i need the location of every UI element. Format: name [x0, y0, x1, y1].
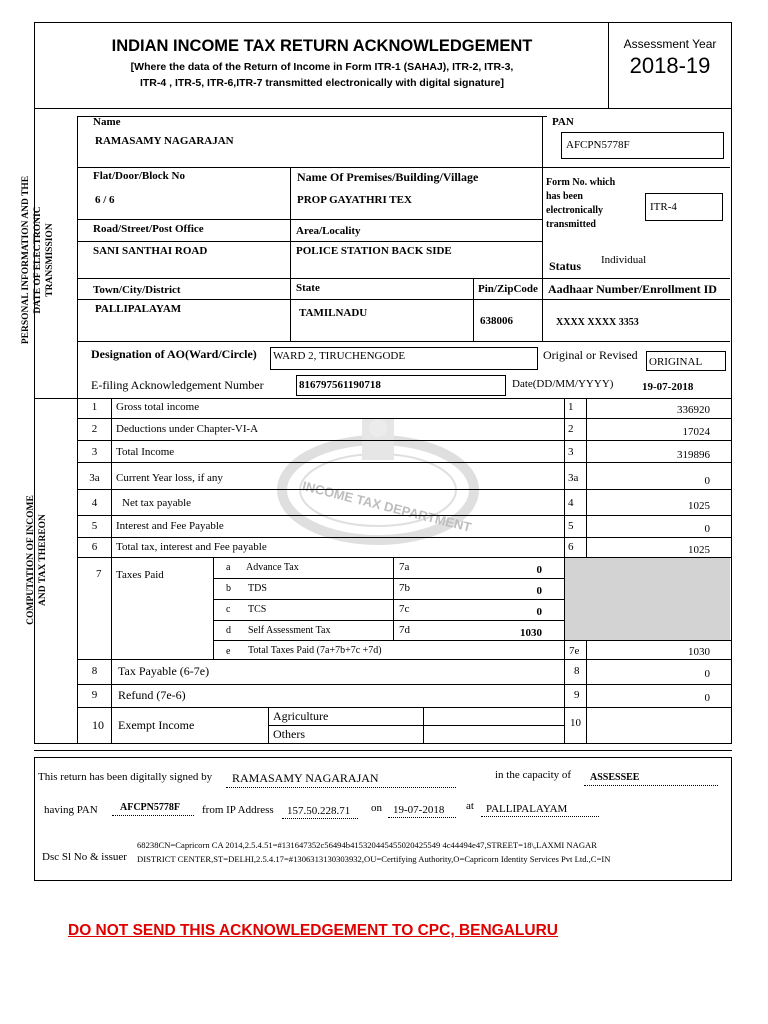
row-ref: 8	[574, 665, 580, 677]
status-value: Individual	[601, 254, 647, 266]
taxes-paid-no: 7	[96, 568, 102, 580]
flat-label: Flat/Door/Block No	[93, 170, 185, 182]
row-no: 9	[91, 689, 98, 701]
state-value: TAMILNADU	[299, 307, 368, 319]
having-pan-label: having PAN	[44, 804, 98, 816]
row-no: 3a	[89, 472, 100, 484]
premises-label: Name Of Premises/Building/Village	[297, 170, 479, 184]
form-no-value: ITR-4	[650, 201, 677, 213]
form-no-label-3: electronically	[546, 205, 604, 216]
name-value: RAMASAMY NAGARAJAN	[95, 135, 234, 147]
tax-item-label: TDS	[248, 583, 267, 594]
state-label: State	[296, 282, 320, 294]
orig-value: ORIGINAL	[649, 356, 703, 368]
computation-side-label: COMPUTATION OF INCOME AND TAX THEREON	[26, 495, 48, 625]
form-no-label-2: has been	[546, 191, 583, 202]
row-value: 0	[704, 692, 710, 704]
pin-value: 638006	[480, 315, 513, 327]
sig-date-value: 19-07-2018	[393, 804, 445, 816]
tax-item-ref: 7c	[399, 603, 410, 615]
place-value: PALLIPALAYAM	[486, 803, 568, 815]
personal-side-label: PERSONAL INFORMATION AND THE DATE OF ELECTRONIC TRANSMISSION	[21, 175, 55, 345]
row-value: 1025	[688, 544, 710, 556]
road-label: Road/Street/Post Office	[93, 223, 204, 235]
row-no: 5	[91, 520, 98, 532]
tax-item-value: 1030	[520, 627, 542, 639]
taxes-paid-shaded-area	[565, 558, 730, 640]
row-value: 0	[704, 475, 710, 487]
row-value: 17024	[682, 426, 710, 438]
capacity-label: in the capacity of	[495, 769, 572, 781]
exempt-agriculture: Agriculture	[273, 709, 329, 723]
row-no: 8	[91, 665, 98, 677]
date-label: Date(DD/MM/YYYY)	[512, 378, 614, 390]
tax-item-value: 0	[536, 606, 542, 618]
signed-by-label: This return has been digitally signed by	[38, 771, 213, 783]
row-ref: 3	[568, 446, 574, 458]
pan-label: PAN	[552, 116, 574, 128]
signed-by-value: RAMASAMY NAGARAJAN	[232, 771, 379, 785]
exempt-ref: 10	[570, 717, 581, 729]
row-no: 1	[91, 401, 98, 413]
ao-label: Designation of AO(Ward/Circle)	[91, 347, 257, 361]
ack-value: 816797561190718	[299, 379, 381, 391]
aadhaar-value: XXXX XXXX 3353	[556, 317, 639, 328]
dsc-line2: DISTRICT CENTER,ST=DELHI,2.5.4.17=#1306313130303932,OU=Certifying Authority,O=Capricorn Identity Services Pvt Ltd.,C=IN	[137, 854, 611, 864]
right-border	[731, 108, 732, 744]
watermark-text: INCOME TAX DEPARTMENT	[300, 478, 473, 535]
row-label: Current Year loss, if any	[116, 472, 223, 484]
section-divider-personal	[34, 398, 732, 399]
status-label: Status	[549, 259, 582, 273]
on-label: on	[371, 802, 382, 814]
tax-item-value: 0	[536, 564, 542, 576]
form-subtitle-line2: ITR-4 , ITR-5, ITR-6,ITR-7 transmitted electronically with digital signature]	[139, 77, 505, 89]
row-ref: 2	[568, 423, 574, 435]
road-value: SANI SANTHAI ROAD	[93, 245, 208, 257]
tax-item-ref: 7b	[399, 582, 410, 594]
town-label: Town/City/District	[93, 284, 181, 296]
taxes-paid-label: Taxes Paid	[116, 569, 164, 581]
form-no-label-4: transmitted	[546, 219, 596, 230]
total-taxes-letter: e	[226, 646, 231, 657]
row-label: Net tax payable	[122, 497, 192, 509]
ao-value: WARD 2, TIRUCHENGODE	[273, 350, 406, 362]
row-value: 0	[704, 523, 710, 535]
pan-value: AFCPN5778F	[566, 139, 630, 151]
town-value: PALLIPALAYAM	[95, 303, 182, 315]
tax-item-letter: d	[226, 625, 231, 636]
aadhaar-label: Aadhaar Number/Enrollment ID	[548, 282, 717, 296]
at-label: at	[466, 800, 474, 812]
tax-item-ref: 7d	[399, 624, 410, 636]
row-ref: 1	[568, 401, 574, 413]
total-taxes-ref: 7e	[569, 645, 580, 657]
capacity-value: ASSESSEE	[590, 772, 640, 783]
tax-item-ref: 7a	[399, 561, 410, 573]
row-no: 4	[91, 497, 98, 509]
row-label: Total Income	[116, 446, 175, 458]
footer-warning: DO NOT SEND THIS ACKNOWLEDGEMENT TO CPC, BENGALURU	[68, 922, 558, 939]
row-ref: 6	[568, 541, 574, 553]
row-no: 3	[91, 446, 98, 458]
ip-value: 157.50.228.71	[287, 805, 351, 817]
tax-item-label: Advance Tax	[246, 562, 299, 573]
ack-label: E-filing Acknowledgement Number	[91, 378, 264, 392]
row-no: 6	[91, 541, 98, 553]
row-ref: 4	[568, 497, 574, 509]
dsc-label: Dsc Sl No & issuer	[42, 851, 127, 863]
dsc-line1: 68238CN=Capricorn CA 2014,2.5.4.51=#131647352c56494b415320445455020425549 4c44494e47,STREET=18\,LAXMI NAGAR	[137, 840, 597, 850]
row-value: 0	[704, 668, 710, 680]
row-label: Total tax, interest and Fee payable	[116, 541, 267, 553]
tax-item-letter: c	[226, 604, 231, 615]
form-title: INDIAN INCOME TAX RETURN ACKNOWLEDGEMENT	[111, 37, 533, 55]
row-label: Gross total income	[116, 401, 200, 413]
tax-item-label: TCS	[248, 604, 267, 615]
premises-value: PROP GAYATHRI TEX	[297, 194, 412, 206]
row-label: Deductions under Chapter-VI-A	[116, 423, 259, 435]
ip-label: from IP Address	[202, 804, 274, 816]
total-taxes-label: Total Taxes Paid (7a+7b+7c +7d)	[248, 645, 382, 656]
row-ref: 9	[574, 689, 580, 701]
row-no: 2	[91, 423, 98, 435]
form-no-label-1: Form No. which	[546, 177, 616, 188]
row-value: 1025	[688, 500, 710, 512]
exempt-others: Others	[273, 727, 305, 741]
area-value: POLICE STATION BACK SIDE	[296, 245, 452, 257]
flat-value: 6 / 6	[95, 194, 115, 206]
section-bottom-line	[34, 743, 732, 744]
date-value: 19-07-2018	[642, 381, 694, 393]
row-label: Refund (7e-6)	[118, 688, 186, 702]
assessment-year: 2018-19	[629, 53, 711, 78]
area-label: Area/Locality	[296, 225, 361, 237]
row-label: Interest and Fee Payable	[116, 520, 224, 532]
row-ref: 3a	[568, 472, 579, 484]
tax-item-letter: a	[226, 562, 231, 573]
orig-label: Original or Revised	[543, 348, 638, 362]
assessment-year-label: Assessment Year	[623, 37, 717, 51]
row-value: 336920	[677, 404, 710, 416]
tax-item-value: 0	[536, 585, 542, 597]
row-ref: 5	[568, 520, 574, 532]
total-taxes-value: 1030	[688, 646, 710, 658]
tax-item-letter: b	[226, 583, 231, 594]
name-label: Name	[93, 116, 121, 128]
pin-label: Pin/ZipCode	[478, 283, 538, 295]
sig-pan-value: AFCPN5778F	[120, 802, 180, 813]
exempt-label: Exempt Income	[118, 718, 195, 732]
row-label: Tax Payable (6-7e)	[118, 664, 210, 678]
form-subtitle-line1: [Where the data of the Return of Income in Form ITR-1 (SAHAJ), ITR-2, ITR-3,	[130, 61, 514, 73]
double-rule	[34, 750, 732, 751]
exempt-no: 10	[92, 718, 104, 732]
tax-item-label: Self Assessment Tax	[248, 625, 331, 636]
row-value: 319896	[677, 449, 710, 461]
